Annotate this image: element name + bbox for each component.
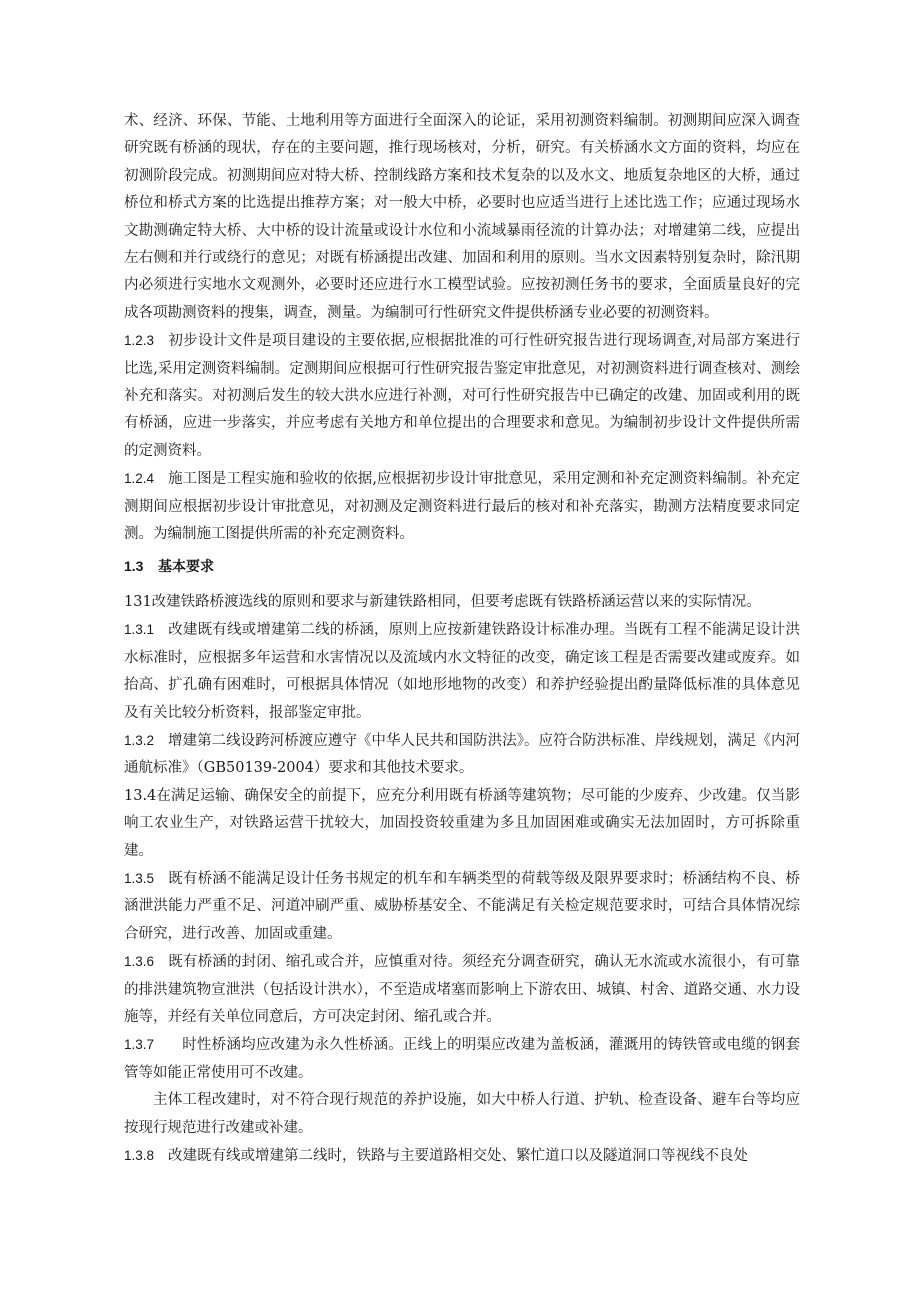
paragraph-1-2-3 xyxy=(124,327,800,465)
paragraph-text: 既有桥涵的封闭、缩孔或合并，应慎重对待。须经充分调查研究，确认无水流或水流很小，有可靠的排洪建筑物宣泄洪（包括设计洪水），不至造成堵塞而影响上下游农田、城镇、村舍、道路交通、水力设施等，并经有关单位同意后，方可决定封闭、缩孔或合并。 xyxy=(124,954,800,1025)
paragraph-text: 主体工程改建时，对不符合现行规范的养护设施，如大中桥人行道、护轨、检查设备、避车台等均应按现行规范进行改建或补建。 xyxy=(124,1092,800,1136)
clause-number: 1.3.7 xyxy=(124,1037,155,1053)
paragraph-text: 131改建铁路桥渡选线的原则和要求与新建铁路相同，但要考虑既有铁路桥涵运营以来的实际情况。 xyxy=(124,593,761,610)
paragraph-text: 初步设计文件是项目建设的主要依据,应根据批准的可行性研究报告进行现场调查,对局部方案进行比选,采用定测资料编制。定测期间应根据可行性研究报告鉴定审批意见，对初测资料进行调查核对、测绘补充和落实。对初测后发生的较大洪水应进行补测，对可行性研究报告中已确定的改建、加固或利用的既有桥涵，应进一步落实，并应考虑有关地方和单位提出的合理要求和意见。为编制初步设计文件提供所需的定测资料。 xyxy=(124,333,800,459)
paragraph-text: 时性桥涵均应改建为永久性桥涵。正线上的明渠应改建为盖板涵，灌溉用的铸铁管或电缆的钢套管等如能正常使用可不改建。 xyxy=(124,1037,800,1081)
clause-number: 1.2.4 xyxy=(124,471,155,487)
paragraph-1-3-1-intro xyxy=(124,589,800,616)
section-title: 基本要求 xyxy=(158,557,214,574)
section-number: 1.3 xyxy=(124,557,144,574)
paragraph-1-2-4 xyxy=(124,465,800,548)
paragraph-text: 增建第二线设跨河桥渡应遵守《中华人民共和国防洪法》。应符合防洪标准、岸线规划，满足《内河通航标准》（GB50139-2004）要求和其他技术要求。 xyxy=(124,732,800,777)
paragraph-1-3-1 xyxy=(124,616,800,727)
paragraph-1-3-5 xyxy=(124,865,800,948)
clause-number: 1.2.3 xyxy=(124,333,155,349)
clause-number: 1.3.8 xyxy=(124,1148,155,1164)
paragraph-text: 13.4在满足运输、确保安全的前提下，应充分利用既有桥涵等建筑物；尽可能的少废弃、少改建。仅当影响工农业生产，对铁路运营干扰较大，加固投资较重建为多且加固困难或确实无法加固时，方可拆除重建。 xyxy=(124,787,800,859)
paragraph-1-3-4 xyxy=(124,783,800,865)
clause-number: 1.3.5 xyxy=(124,870,155,886)
paragraph-1-3-7 xyxy=(124,1031,800,1087)
paragraph-1-3-6 xyxy=(124,948,800,1031)
paragraph-text: 施工图是工程实施和验收的依据,应根据初步设计审批意见，采用定测和补充定测资料编制。补充定测期间应根据初步设计审批意见，对初测及定测资料进行最后的核对和补充落实，勘测方法精度要求同定测。为编制施工图提供所需的补充定测资料。 xyxy=(124,471,800,543)
clause-number: 1.3.6 xyxy=(124,954,155,970)
document-page xyxy=(124,108,800,1170)
paragraph-text: 改建既有线或增建第二线的桥涵，原则上应按新建铁路设计标准办理。当既有工程不能满足设计洪水标准时，应根据多年运营和水害情况以及流域内水文特征的改变，确定该工程是否需要改建或废弃。如抬高、扩孔确有困难时，可根据具体情况（如地形地物的改变）和养护经验提出酌量降低标准的具体意见及有关比较分析资料，报部鉴定审批。 xyxy=(124,622,800,721)
clause-number: 1.3.2 xyxy=(124,732,155,748)
section-heading-1-3 xyxy=(124,553,800,589)
paragraph-text: 改建既有线或增建第二线时，铁路与主要道路相交处、繁忙道口以及隧道洞口等视线不良处 xyxy=(168,1148,748,1165)
paragraph-1-3-8 xyxy=(124,1142,800,1170)
paragraph-1-3-7-continued xyxy=(124,1087,800,1142)
clause-number: 1.3.1 xyxy=(124,622,155,638)
paragraph-initial-survey xyxy=(124,108,800,327)
paragraph-text: 既有桥涵不能满足设计任务书规定的机车和车辆类型的荷载等级及限界要求时；桥涵结构不良、桥涵泄洪能力严重不足、河道冲刷严重、威胁桥基安全、不能满足有关检定规范要求时，可结合具体情况综合研究，进行改善、加固或重建。 xyxy=(124,870,800,942)
paragraph-1-3-2 xyxy=(124,727,800,783)
paragraph-text: 术、经济、环保、节能、土地利用等方面进行全面深入的论证，采用初测资料编制。初测期间应深入调查研究既有桥涵的现状，存在的主要问题，推行现场核对，分析，研究。有关桥涵水文方面的资料，均应在初测阶段完成。初测期间应对特大桥、控制线路方案和技术复杂的以及水文、地质复杂地区的大桥，通过桥位和桥式方案的比选提出推荐方案；对一般大中桥，必要时也应适当进行上述比选工作；应通过现场水文勘测确定特大桥、大中桥的设计流量或设计水位和小流域暴雨径流的计算办法；对增建第二线，应提出左右侧和并行或绕行的意见；对既有桥涵提出改建、加固和利用的原则。当水文因素特别复杂时，除汛期内必须进行实地水文观测外，必要时还应进行水工模型试验。应按初测任务书的要求，全面质量良好的完成各项勘测资料的搜集，调查，测量。为编制可行性研究文件提供桥涵专业必要的初测资料。 xyxy=(124,113,800,321)
